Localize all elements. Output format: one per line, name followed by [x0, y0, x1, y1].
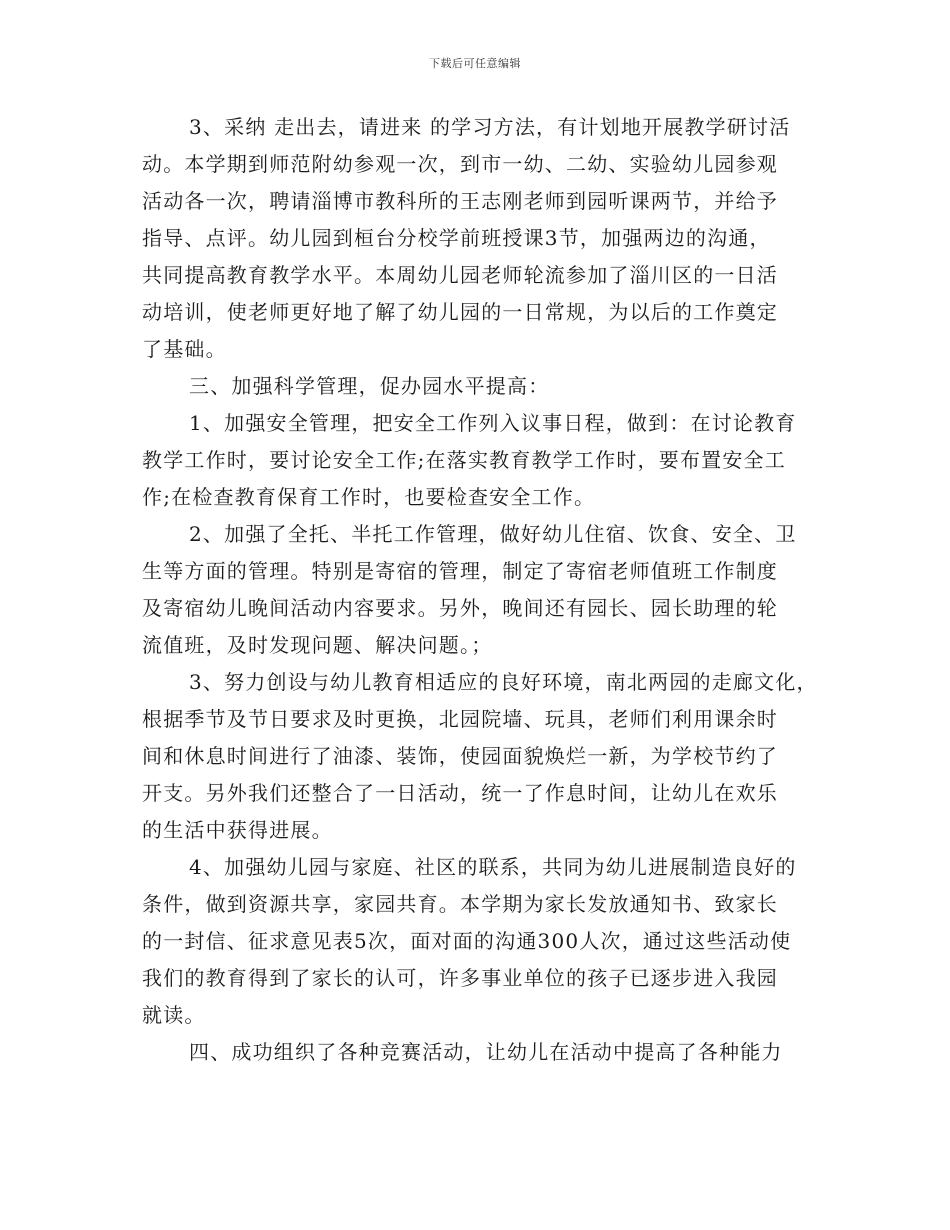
- paragraph-line: 共同提高教育教学水平。本周幼儿园老师轮流参加了淄川区的一日活: [142, 263, 778, 287]
- paragraph-line: 流值班，及时发现问题、解决问题。；: [142, 633, 493, 657]
- page-header: 下载后可任意编辑: [429, 57, 521, 70]
- paragraph-line: 动培训，使老师更好地了解了幼儿园的一日常规，为以后的工作奠定: [142, 300, 778, 324]
- paragraph-line: 的生活中获得进展。: [142, 818, 333, 842]
- section-heading: 三、加强科学管理，促办园水平提高：: [189, 374, 550, 398]
- paragraph-line: 教学工作时，要讨论安全工作;在落实教育教学工作时，要布置安全工: [142, 448, 786, 472]
- paragraph-line: 1、加强安全管理，把安全工作列入议事日程，做到：在讨论教育: [189, 411, 797, 435]
- paragraph-line: 开支。另外我们还整合了一日活动，统一了作息时间，让幼儿在欢乐: [142, 781, 778, 805]
- paragraph-line: 间和休息时间进行了油漆、装饰，使园面貌焕烂一新，为学校节约了: [142, 744, 778, 768]
- paragraph-line: 作;在检查教育保育工作时，也要检查安全工作。: [142, 485, 596, 509]
- paragraph-line: 动。本学期到师范附幼参观一次，到市一幼、二幼、实验幼儿园参观: [142, 152, 778, 176]
- paragraph-line: 根据季节及节日要求及时更换，北园院墙、玩具，老师们利用课余时: [142, 707, 778, 731]
- paragraph-line: 指导、点评。幼儿园到桓台分校学前班授课3节，加强两边的沟通，: [142, 226, 771, 250]
- paragraph-line: 生等方面的管理。特别是寄宿的管理，制定了寄宿老师值班工作制度: [142, 559, 778, 583]
- paragraph-line: 3、努力创设与幼儿教育相适应的良好环境，南北两园的走廊文化，: [189, 670, 818, 694]
- paragraph-line: 及寄宿幼儿晚间活动内容要求。另外，晚间还有园长、园长助理的轮: [142, 596, 778, 620]
- paragraph-line: 活动各一次，聘请淄博市教科所的王志刚老师到园听课两节，并给予: [142, 189, 778, 213]
- paragraph-line: 的一封信、征求意见表5次，面对面的沟通300人次，通过这些活动使: [142, 929, 792, 953]
- paragraph-line: 4、加强幼儿园与家庭、社区的联系，共同为幼儿进展制造良好的: [189, 855, 797, 879]
- paragraph-line: 了基础。: [142, 337, 227, 361]
- paragraph-line: 3、采纳 走出去，请进来 的学习方法，有计划地开展教学研讨活: [189, 115, 791, 139]
- paragraph-line: 2、加强了全托、半托工作管理，做好幼儿住宿、饮食、安全、卫: [189, 522, 797, 546]
- paragraph-line: 条件，做到资源共享，家园共育。本学期为家长发放通知书、致家长: [142, 892, 778, 916]
- section-heading: 四、成功组织了各种竞赛活动，让幼儿在活动中提高了各种能力: [189, 1040, 783, 1064]
- paragraph-line: 我们的教育得到了家长的认可，许多事业单位的孩子已逐步进入我园: [142, 966, 778, 990]
- paragraph-line: 就读。: [142, 1003, 206, 1027]
